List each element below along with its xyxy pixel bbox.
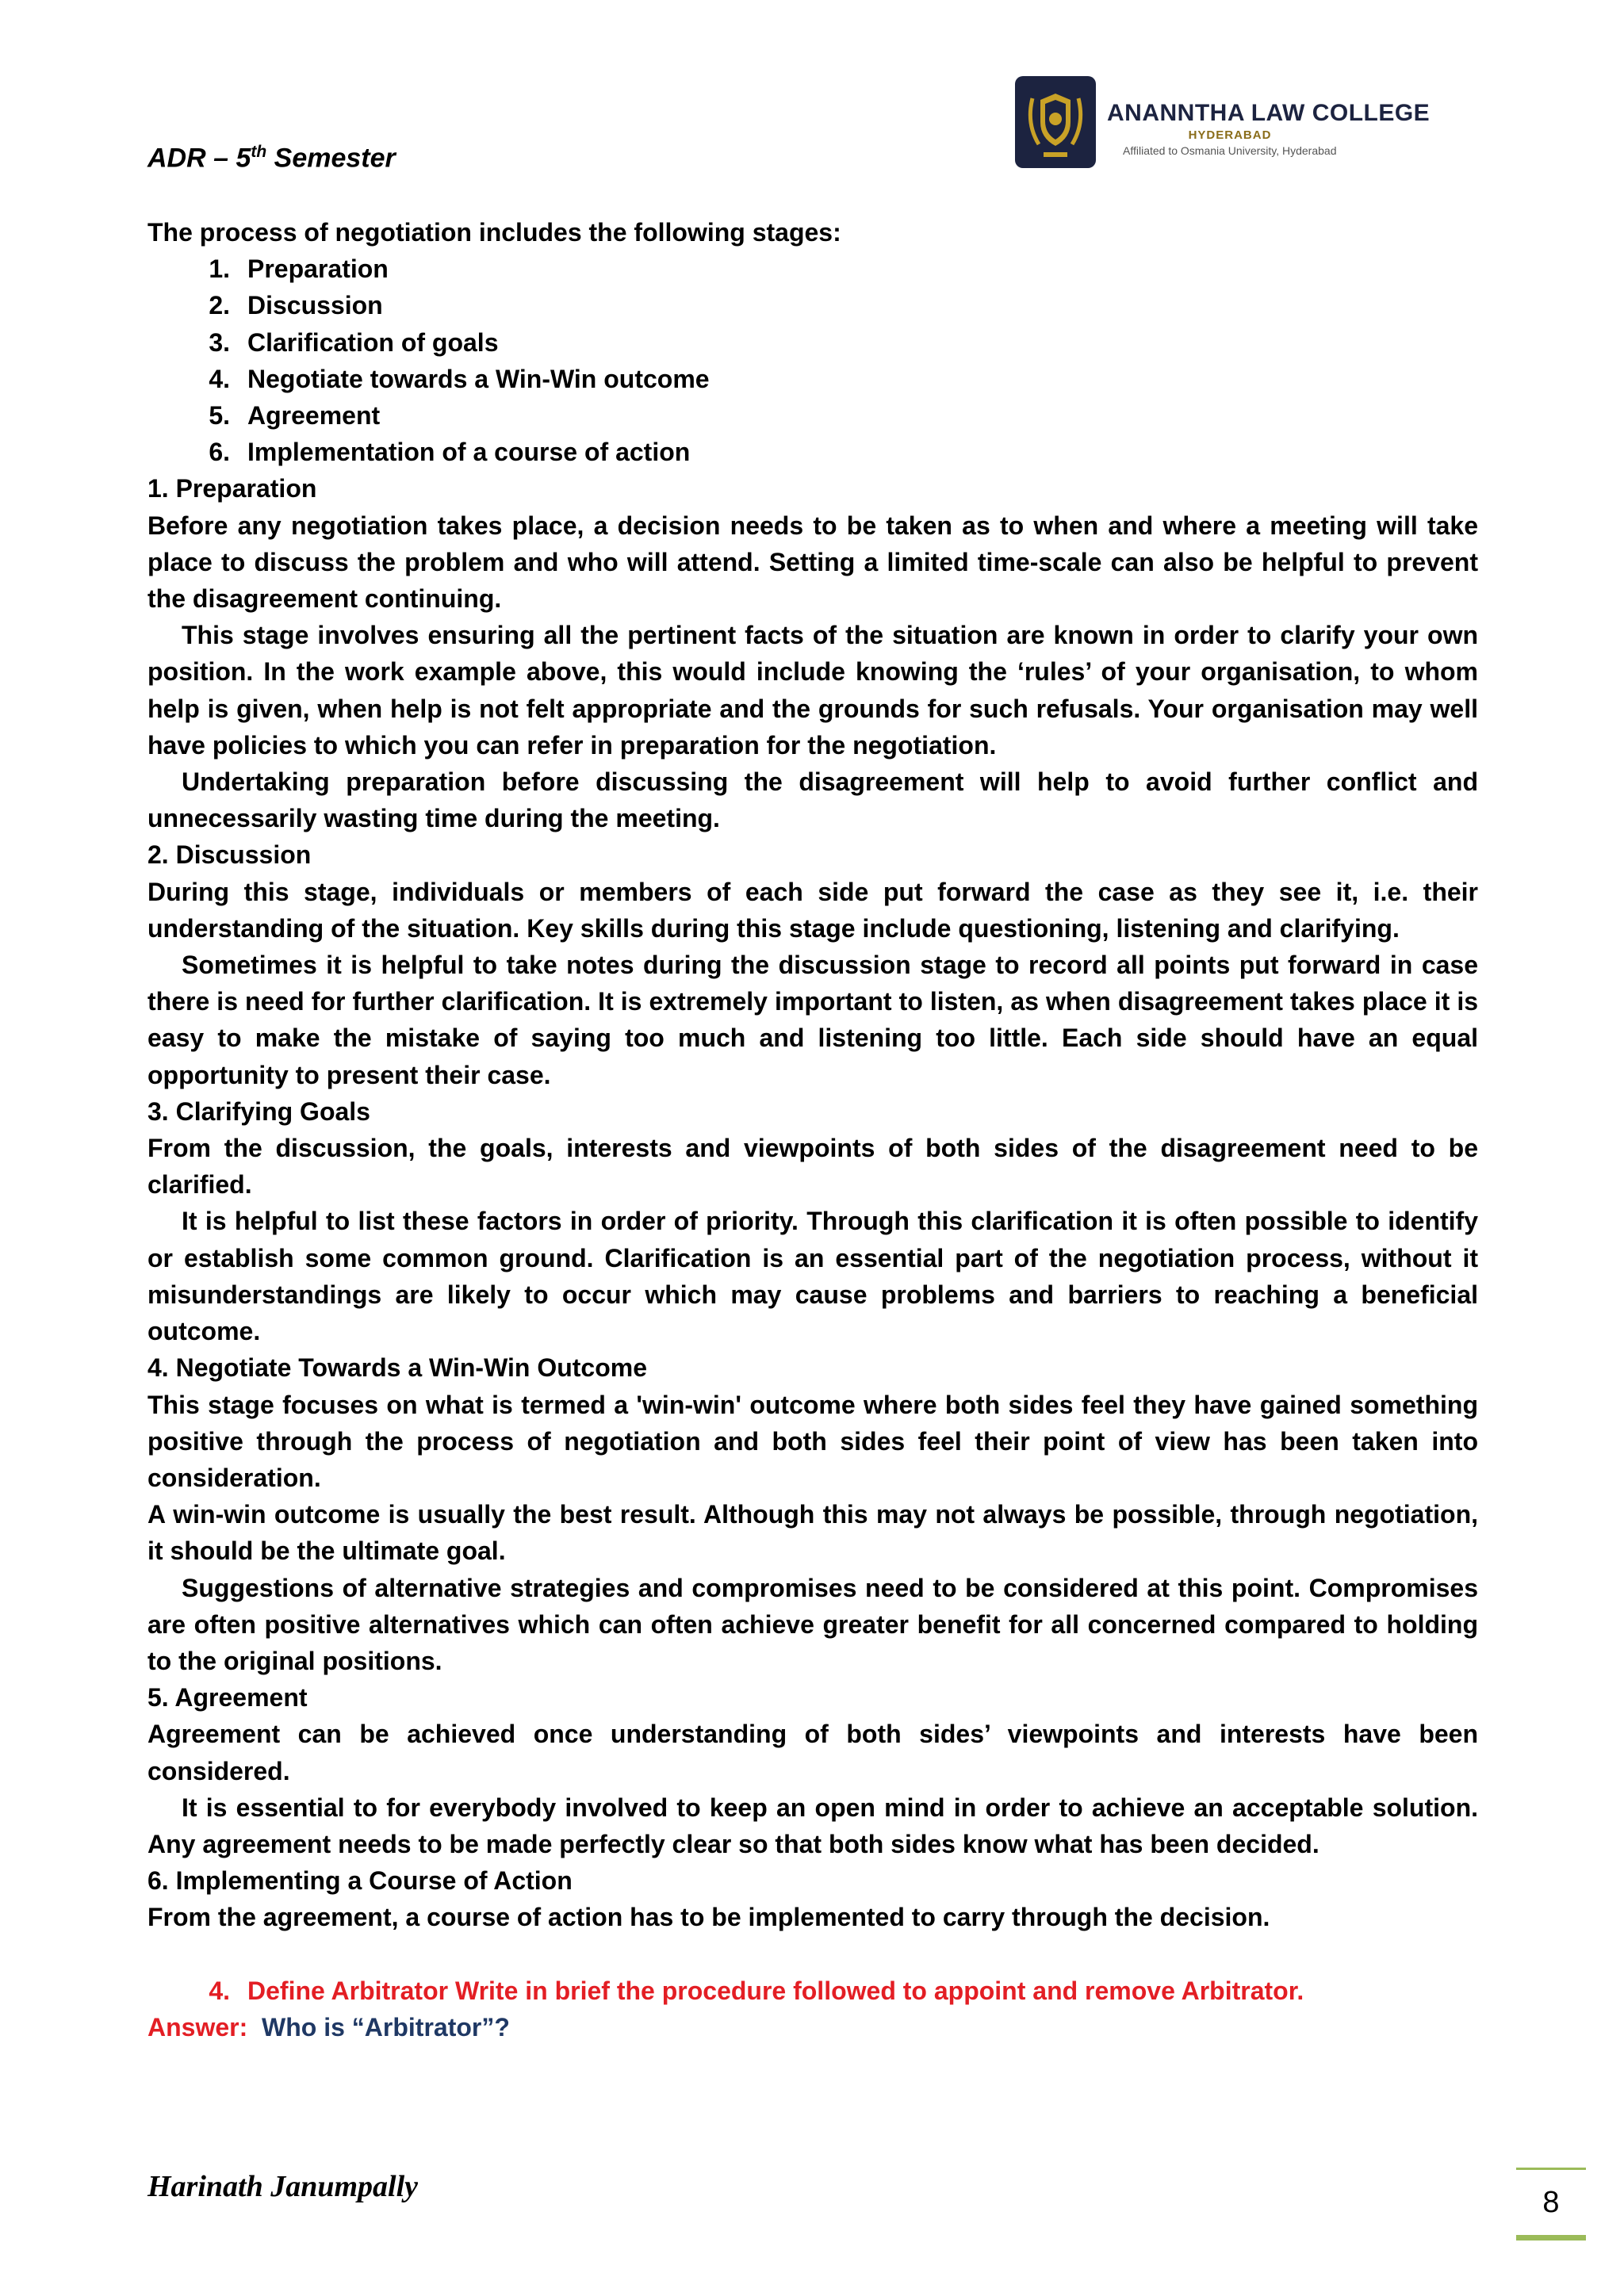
paragraph: Suggestions of alternative strategies and compromises need to be considered at this point. Compromises are often positive alternatives which can often achieve greater benefit for all concerned compared to holding to the original positions. — [147, 1573, 1478, 1675]
paragraph: Agreement can be achieved once understanding of both sides’ viewpoints and interests have been considered. — [147, 1720, 1478, 1785]
footer-author: Harinath Janumpally — [147, 2170, 419, 2203]
question-item: 4. Define Arbitrator Write in brief the procedure followed to appoint and remove Arbitrator. — [147, 1973, 1478, 2009]
question-text: Define Arbitrator Write in brief the procedure followed to appoint and remove Arbitrator. — [247, 1976, 1304, 2005]
section-heading: 3. Clarifying Goals — [147, 1096, 370, 1126]
paragraph: Before any negotiation takes place, a decision needs to be taken as to when and where a meeting will take place to discuss the problem and who will attend. Setting a limited time-scale can also be helpful to prevent the disagreement continuing. — [147, 511, 1478, 614]
paragraph: A win-win outcome is usually the best result. Although this may not always be possible, through negotiation, it should be the ultimate goal. — [147, 1500, 1478, 1566]
paragraph: During this stage, individuals or members of each side put forward the case as they see it, i.e. their understanding of the situation. Key skills during this stage include questioning, listening and clarifying. — [147, 877, 1478, 943]
college-city: HYDERABAD — [1188, 128, 1272, 142]
paragraph: Undertaking preparation before discussing the disagreement will help to avoid further conflict and unnecessarily wasting time during the meeting. — [147, 767, 1478, 833]
section-heading: 4. Negotiate Towards a Win-Win Outcome — [147, 1353, 647, 1383]
answer-label: Answer: — [147, 2012, 248, 2042]
list-item: 1. Preparation — [209, 254, 389, 284]
college-logo — [1015, 76, 1459, 171]
list-item: 6. Implementation of a course of action — [209, 438, 691, 467]
paragraph: From the discussion, the goals, interests and viewpoints of both sides of the disagreement need to be clarified. — [147, 1134, 1478, 1200]
list-item: 2. Discussion — [209, 291, 383, 320]
answer-text: Who is “Arbitrator”? — [262, 2012, 510, 2042]
section-heading: 5. Agreement — [147, 1683, 308, 1712]
list-item: 4. Negotiate towards a Win-Win outcome — [209, 364, 710, 393]
document-body — [147, 214, 1478, 2045]
course-header: ADR – 5th Semester — [147, 143, 396, 174]
section-heading: 1. Preparation — [147, 474, 317, 503]
paragraph: This stage involves ensuring all the pertinent facts of the situation are known in order to clarify your own position. In the work example above, this would include knowing the ‘rules’ of your organisation, to whom help is given, when help is not felt appropriate and the grounds for such refusals. Your organisation may well have policies to which you can refer in preparation for the negotiation. — [147, 621, 1478, 760]
list-item: 5. Agreement — [209, 401, 381, 430]
stages-list — [147, 251, 1478, 470]
paragraph: It is essential to for everybody involved to keep an open mind in order to achieve an acceptable solution. Any agreement needs to be made perfectly clear so that both sides know what has been decided. — [147, 1793, 1478, 1858]
section-heading: 6. Implementing a Course of Action — [147, 1866, 573, 1896]
paragraph: It is helpful to list these factors in order of priority. Through this clarification it is often possible to identify or establish some common ground. Clarification is an essential part of the negotiation process, without it misunderstandings are likely to occur which may cause problems and barriers to reaching a beneficial outcome. — [147, 1207, 1478, 1346]
paragraph: This stage focuses on what is termed a 'win-win' outcome where both sides feel they have gained something positive through the process of negotiation and both sides feel their point of view has been taken into consideration. — [147, 1390, 1478, 1492]
page-number: 8 — [1516, 2168, 1586, 2241]
answer-line — [147, 2009, 1478, 2045]
section-heading: 2. Discussion — [147, 840, 312, 870]
intro-line: The process of negotiation includes the following stages: — [147, 218, 841, 247]
list-item: 3. Clarification of goals — [209, 327, 499, 357]
college-affiliation: Affiliated to Osmania University, Hyderabad — [1123, 144, 1337, 157]
crest-icon — [1015, 76, 1096, 168]
college-name: ANANNTHA LAW COLLEGE — [1107, 100, 1431, 126]
paragraph: From the agreement, a course of action has to be implemented to carry through the decision. — [147, 1903, 1270, 1932]
paragraph: Sometimes it is helpful to take notes during the discussion stage to record all points put forward in case there is need for further clarification. It is extremely important to listen, as when disagreement takes place it is easy to make the mistake of saying too much and listening too little. Each side should have an equal opportunity to present their case. — [147, 951, 1478, 1089]
